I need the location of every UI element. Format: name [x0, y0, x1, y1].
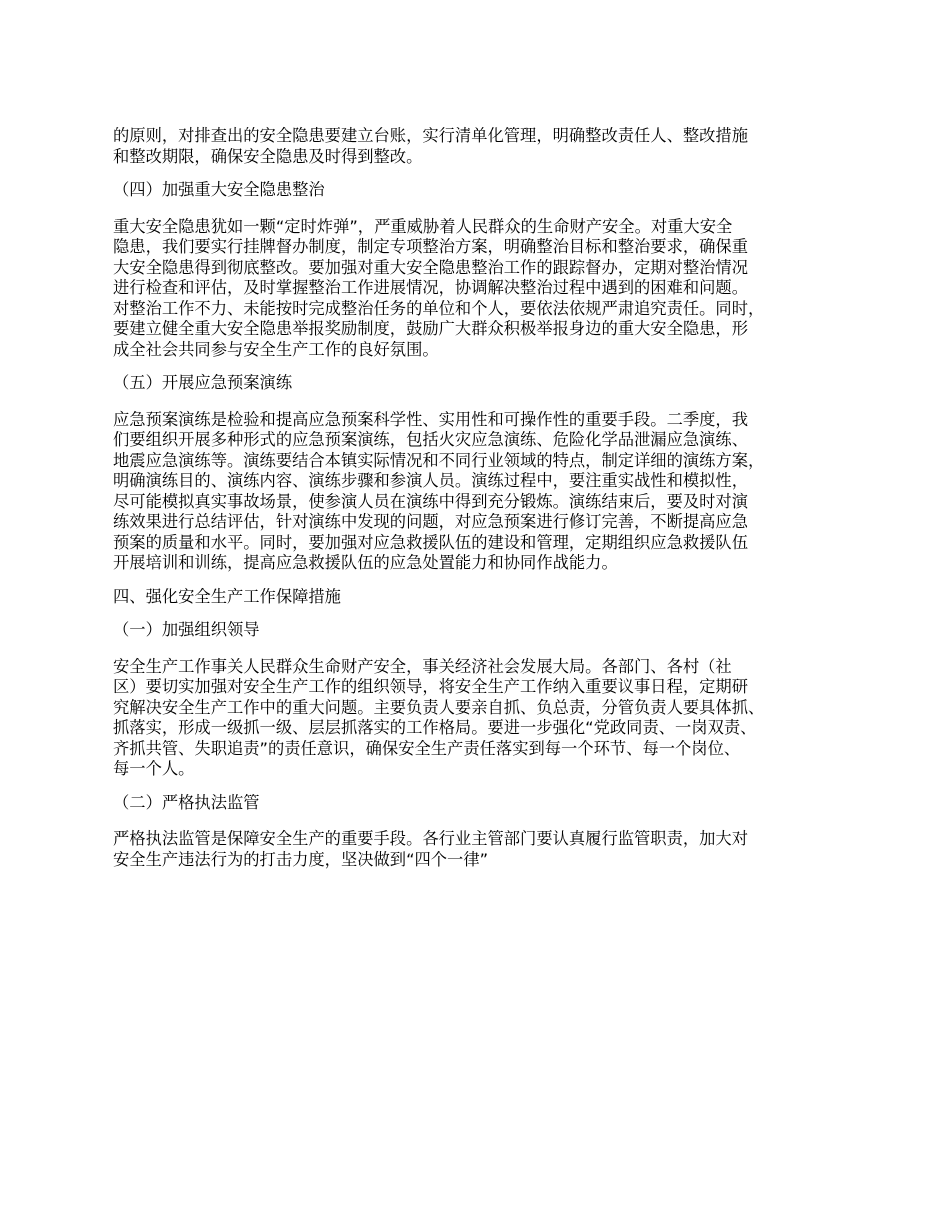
text-line: 预案的质量和水平。同时，要加强对应急救援队伍的建设和管理，定期组织应急救援队伍 [113, 532, 748, 552]
text-line: 进行检查和评估，及时掌握整治工作进展情况，协调解决整治过程中遇到的困难和问题。 [113, 278, 748, 297]
text-line: 每一个人。 [113, 759, 195, 778]
text-line: 们要组织开展多种形式的应急预案演练，包括火灾应急演练、危险化学品泄漏应急演练、 [113, 430, 748, 449]
text-line: 的原则，对排查出的安全隐患要建立台账，实行清单化管理，明确整改责任人、整改措施 [113, 126, 748, 145]
text-line: 区）要切实加强对安全生产工作的组织领导，将安全生产工作纳入重要议事日程，定期研 [113, 677, 748, 696]
text-line: 大安全隐患得到彻底整改。要加强对重大安全隐患整治工作的跟踪督办，定期对整治情况 [113, 257, 748, 277]
text-line: 开展培训和训练，提高应急救援队伍的应急处置能力和协同作战能力。 [113, 553, 618, 572]
text-line: 安全生产违法行为的打击力度，坚决做到“四个一律” [113, 849, 489, 869]
paragraph-major-hazards [113, 217, 858, 361]
text-line: 练效果进行总结评估，针对演练中发现的问题，对应急预案进行修订完善，不断提高应急 [113, 512, 748, 531]
text-line: 究解决安全生产工作中的重大问题。主要负责人要亲自抓、负总责，分管负责人要具体抓、 [113, 697, 765, 717]
text-line: 应急预案演练是检验和提高应急预案科学性、实用性和可操作性的重要手段。二季度，我 [113, 409, 748, 429]
text-line: 成全社会共同参与安全生产工作的良好氛围。 [113, 339, 439, 359]
text-line: 重大安全隐患犹如一颗“定时炸弹”，严重威胁着人民群众的生命财产安全。对重大安全 [113, 216, 733, 236]
paragraph-continuation [113, 126, 858, 167]
text-line: 抓落实，形成一级抓一级、层层抓落实的工作格局。要进一步强化“党政同责、一岗双责、 [113, 718, 757, 737]
document-page [113, 126, 858, 870]
paragraph-leadership [113, 657, 858, 780]
text-line: 尽可能模拟真实事故场景，使参演人员在演练中得到充分锻炼。演练结束后，要及时对演 [113, 491, 748, 511]
section-heading-4: （四）加强重大安全隐患整治 [113, 180, 325, 199]
chapter-heading-4: 四、强化安全生产工作保障措施 [113, 586, 341, 606]
section-heading-5: （五）开展应急预案演练 [113, 373, 293, 392]
text-line: 明确演练目的、演练内容、演练步骤和参演人员。演练过程中，要注重实战性和模拟性， [113, 471, 748, 490]
section-heading-2: （二）严格执法监管 [113, 792, 260, 812]
section-heading-1: （一）加强组织领导 [113, 620, 260, 639]
text-line: 安全生产工作事关人民群众生命财产安全，事关经济社会发展大局。各部门、各村（社 [113, 656, 732, 676]
text-line: 地震应急演练等。演练要结合本镇实际情况和不同行业领域的特点，制定详细的演练方案， [113, 450, 765, 470]
text-line: 齐抓共管、失职追责”的责任意识，确保安全生产责任落实到每一个环节、每一个岗位、 [113, 738, 741, 758]
paragraph-enforcement [113, 829, 858, 870]
text-line: 隐患，我们要实行挂牌督办制度，制定专项整治方案，明确整治目标和整治要求，确保重 [113, 237, 748, 256]
text-line: 对整治工作不力、未能按时完成整治任务的单位和个人，要依法依规严肃追究责任。同时， [113, 298, 765, 318]
text-line: 要建立健全重大安全隐患举报奖励制度，鼓励广大群众积极举报身边的重大安全隐患，形 [113, 319, 748, 338]
text-line: 和整改期限，确保安全隐患及时得到整改。 [113, 146, 423, 166]
paragraph-emergency-drills [113, 410, 858, 574]
text-line: 严格执法监管是保障安全生产的重要手段。各行业主管部门要认真履行监管职责，加大对 [113, 829, 748, 848]
